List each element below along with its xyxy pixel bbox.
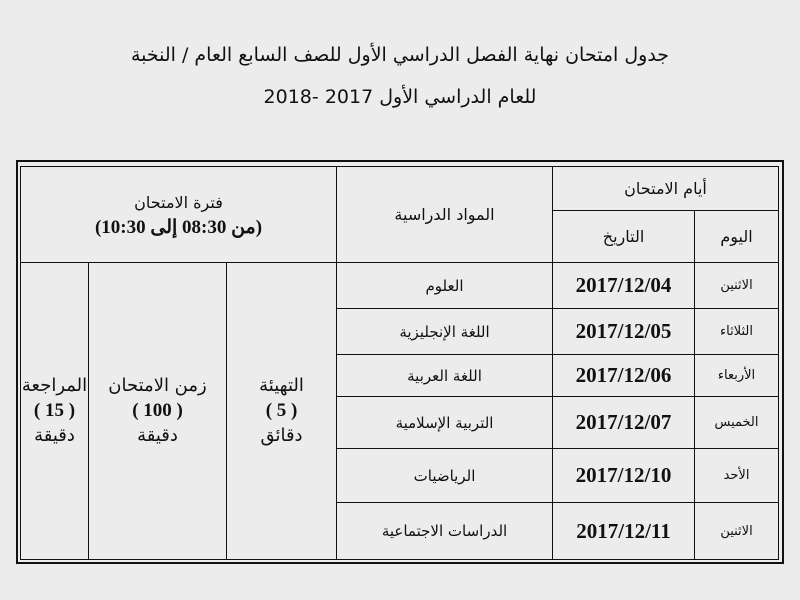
row-day: الأربعاء xyxy=(695,355,779,397)
header-day: اليوم xyxy=(695,211,779,263)
review-value: ( 15 ) xyxy=(33,400,76,422)
header-period xyxy=(21,167,337,263)
row-day: الاثنين xyxy=(695,503,779,560)
row-date: 2017/12/06 xyxy=(553,355,695,397)
review-cell xyxy=(21,263,89,560)
header-exam-days: أيام الامتحان xyxy=(553,167,779,211)
review-unit: دقيقة xyxy=(34,424,75,446)
row-date: 2017/12/11 xyxy=(553,503,695,560)
review-label: المراجعة xyxy=(21,374,88,396)
row-subject: الرياضيات xyxy=(337,449,553,503)
exam-schedule-table xyxy=(20,166,779,560)
row-subject: العلوم xyxy=(337,263,553,309)
exam-time-label: زمن الامتحان xyxy=(108,374,207,396)
row-date: 2017/12/05 xyxy=(553,309,695,355)
exam-time-unit: دقيقة xyxy=(137,424,178,446)
row-day: الثلاثاء xyxy=(695,309,779,355)
header-period-title: فترة الامتحان xyxy=(134,193,223,213)
row-subject: التربية الإسلامية xyxy=(337,397,553,449)
row-subject: اللغة الإنجليزية xyxy=(337,309,553,355)
row-date: 2017/12/07 xyxy=(553,397,695,449)
page-subtitle: للعام الدراسي الأول 2017 -2018 xyxy=(263,86,537,108)
prep-value: ( 5 ) xyxy=(265,400,298,422)
exam-time-value: ( 100 ) xyxy=(132,400,183,422)
exam-time-cell xyxy=(89,263,227,560)
header-subjects: المواد الدراسية xyxy=(337,167,553,263)
row-day: الخميس xyxy=(695,397,779,449)
header-date: التاريخ xyxy=(553,211,695,263)
header-period-range: (من 08:30 إلى 10:30) xyxy=(94,216,263,238)
prep-label: التهيئة xyxy=(259,374,304,396)
table-row xyxy=(21,263,779,309)
row-day: الاثنين xyxy=(695,263,779,309)
page-title: جدول امتحان نهاية الفصل الدراسي الأول للصف السابع العام / النخبة xyxy=(130,44,670,66)
row-date: 2017/12/10 xyxy=(553,449,695,503)
prep-cell xyxy=(227,263,337,560)
row-day: الأحد xyxy=(695,449,779,503)
row-subject: اللغة العربية xyxy=(337,355,553,397)
row-subject: الدراسات الاجتماعية xyxy=(337,503,553,560)
row-date: 2017/12/04 xyxy=(553,263,695,309)
prep-unit: دقائق xyxy=(260,424,303,446)
